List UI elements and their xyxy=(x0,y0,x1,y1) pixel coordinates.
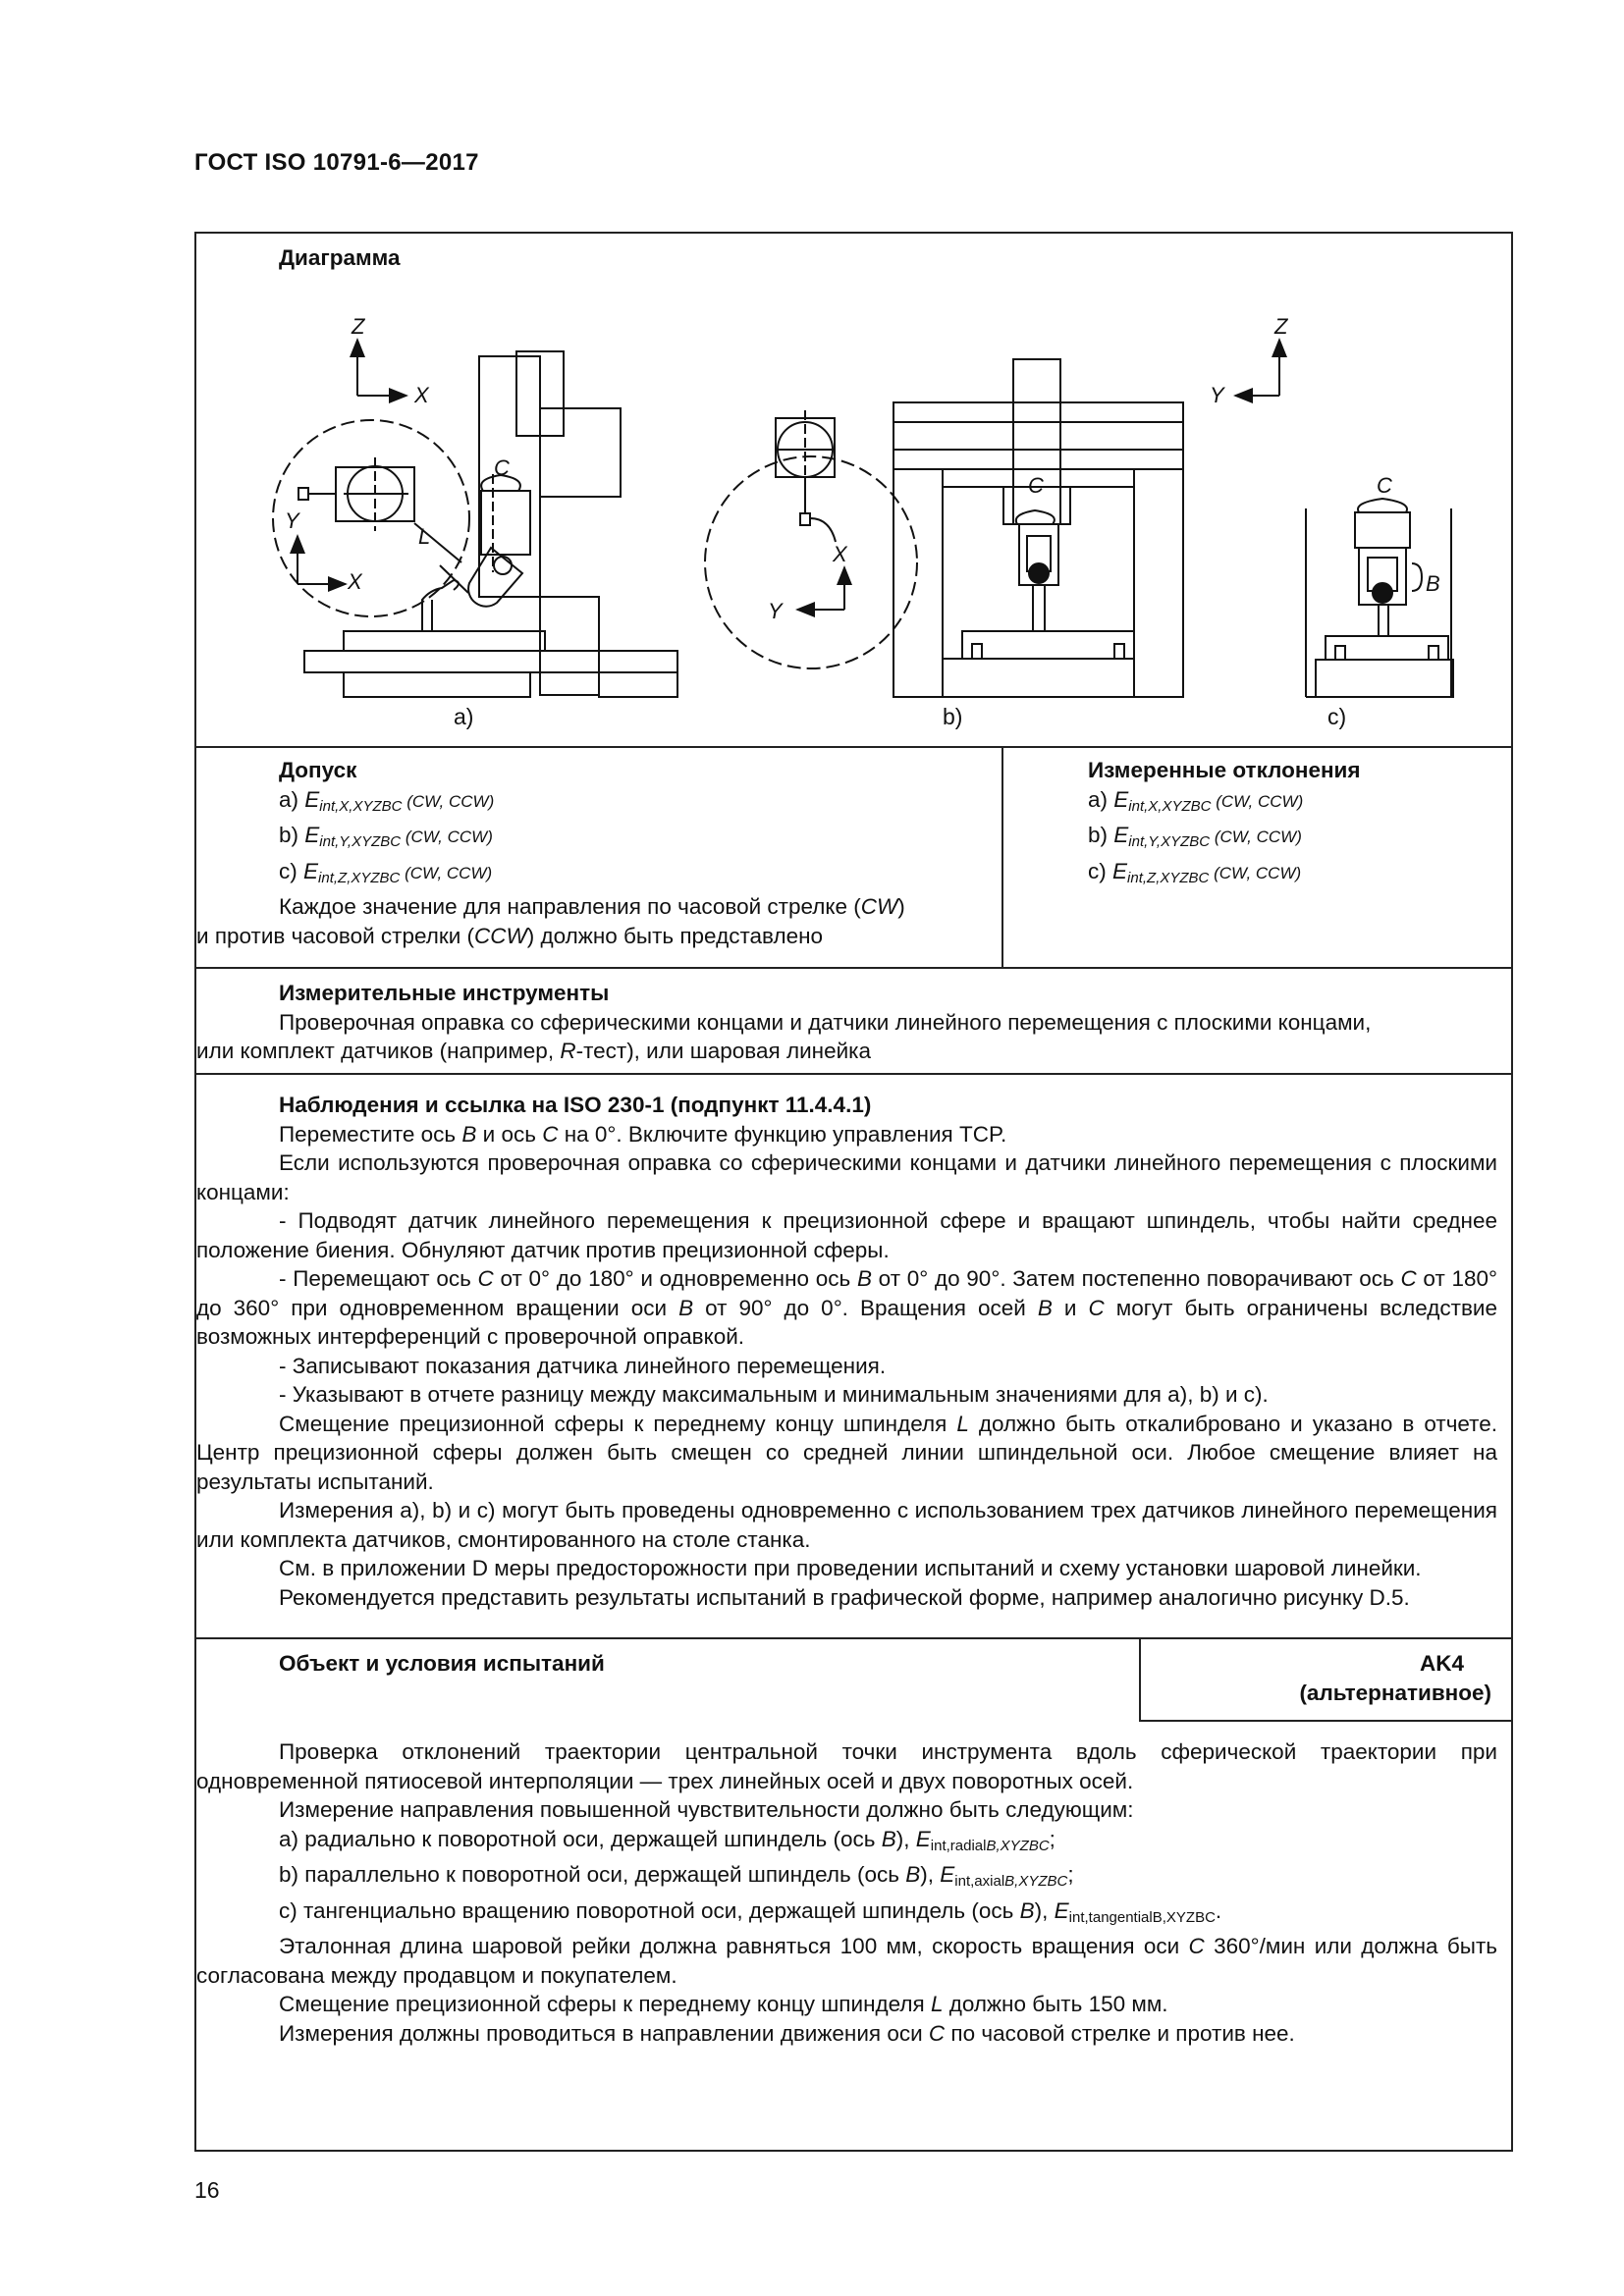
tolerance-note: Каждое значение для направления по часовой стрелке (CW) xyxy=(279,894,905,919)
observation-paragraph: Смещение прецизионной сферы к переднему концу шпинделя L должно быть откалибровано и указано в отчете. Центр прецизионной сферы должен быть смещен со средней линии шпиндельной оси. Любое смещение влияет на результаты испытаний. xyxy=(196,1411,1497,1494)
axis-label: C xyxy=(494,455,510,480)
specification-table xyxy=(194,232,1513,2152)
axis-label: C xyxy=(1028,473,1044,498)
diagram-row xyxy=(196,234,1511,748)
observation-paragraph: - Указывают в отчете разницу между максимальным и минимальным значениями для a), b) и c). xyxy=(279,1382,1269,1407)
observation-paragraph: - Перемещают ось C от 0° до 180° и одновременно ось B от 0° до 90°. Затем постепенно поворачивают ось C от 180° до 360° при одновременном вращении оси B от 90° до 0°. Вращения осей B и C могут быть ограничены вследствие возможных интерференций с проверочной оправкой. xyxy=(196,1266,1498,1349)
tolerance-title: Допуск xyxy=(279,758,357,782)
diagram-caption: a) xyxy=(454,704,474,729)
axis-label: C xyxy=(1377,473,1392,498)
axis-label: Y xyxy=(1210,383,1224,407)
object-item: a) радиально к поворотной оси, держащей шпиндель (ось B), $E_{int,radial}B,XYZBC$; xyxy=(279,1826,1056,1854)
axis-label: Z xyxy=(1274,314,1288,339)
diagram-title: Диаграмма xyxy=(279,245,401,270)
axis-label: X xyxy=(833,542,847,566)
document-header: ГОСТ ISO 10791-6—2017 xyxy=(194,149,479,176)
tolerance-cell xyxy=(196,748,1003,967)
measured-item: b) Eint,Y,XYZBC (CW, CCW) xyxy=(1088,823,1302,850)
observation-paragraph: - Подводят датчик линейного перемещения к прецизионной сфере и вращают шпиндель, чтобы найти среднее положение биения. Обнуляют датчик против прецизионной сферы. xyxy=(196,1208,1497,1262)
figure-c xyxy=(1210,314,1453,729)
object-code-note: (альтернативное) xyxy=(1299,1680,1491,1705)
observation-paragraph: Переместите ось B и ось C на 0°. Включите функцию управления TCP. xyxy=(279,1121,1007,1147)
tolerance-row xyxy=(196,748,1511,969)
object-row xyxy=(196,1639,1511,2150)
instruments-text: или комплект датчиков (например, R-тест), или шаровая линейка xyxy=(196,1039,871,1063)
instruments-row xyxy=(196,969,1511,1075)
object-paragraph: Смещение прецизионной сферы к переднему концу шпинделя L должно быть 150 мм. xyxy=(279,1992,1168,2016)
diagram-caption: c) xyxy=(1327,704,1347,729)
observations-row xyxy=(196,1075,1511,1639)
object-paragraph: Измерения должны проводиться в направлении движения оси C по часовой стрелке и против нее. xyxy=(279,2020,1295,2046)
observation-paragraph: Если используются проверочная оправка со сферическими концами и датчики линейного перемещения с плоскими концами: xyxy=(196,1150,1497,1204)
measured-title: Измеренные отклонения xyxy=(1088,758,1361,782)
observation-paragraph: См. в приложении D меры предосторожности при проведении испытаний и схему установки шаровой линейки. xyxy=(279,1556,1422,1580)
figure-a xyxy=(273,314,677,729)
object-code: AK4 xyxy=(1419,1651,1464,1676)
axis-label: Y xyxy=(768,599,783,623)
measured-cell xyxy=(1003,748,1511,975)
tolerance-note: и против часовой стрелки (CCW) должно быть представлено xyxy=(196,923,824,948)
measured-item: c) Eint,Z,XYZBC (CW, CCW) xyxy=(1088,858,1302,886)
diagram-caption: b) xyxy=(943,704,963,729)
axis-label: B xyxy=(1426,571,1440,596)
page-number: 16 xyxy=(194,2177,220,2203)
tolerance-item: c) Eint,Z,XYZBC (CW, CCW) xyxy=(279,858,493,886)
tolerance-item: b) Eint,Y,XYZBC (CW, CCW) xyxy=(279,823,493,850)
object-paragraph: Эталонная длина шаровой рейки должна равняться 100 мм, скорость вращения оси C 360°/мин или должна быть согласована между продавцом и покупателем. xyxy=(196,1934,1497,1988)
axis-label: X xyxy=(414,383,429,407)
instruments-text: Проверочная оправка со сферическими концами и датчики линейного перемещения с плоскими концами, xyxy=(279,1009,1372,1035)
observation-paragraph: Измерения a), b) и c) могут быть проведены одновременно с использованием трех датчиков линейного перемещения или комплекта датчиков, смонтированного на столе станка. xyxy=(196,1498,1497,1552)
axis-label: Y xyxy=(285,508,299,533)
observation-paragraph: Рекомендуется представить результаты испытаний в графической форме, например аналогично рисунку D.5. xyxy=(279,1584,1410,1610)
axis-label: L xyxy=(418,524,431,549)
observation-paragraph: - Записывают показания датчика линейного перемещения. xyxy=(279,1353,887,1378)
measured-item: a) Eint,X,XYZBC (CW, CCW) xyxy=(1088,786,1304,815)
object-paragraph: Измерение направления повышенной чувствительности должно быть следующим: xyxy=(279,1797,1134,1822)
object-title: Объект и условия испытаний xyxy=(279,1651,605,1676)
axis-label: X xyxy=(348,569,362,594)
tolerance-item: a) Eint,X,XYZBC (CW, CCW) xyxy=(279,786,495,815)
object-paragraph: Проверка отклонений траектории центральной точки инструмента вдоль сферической траектории при одновременной пятиосевой интерполяции — трех линейных осей и двух поворотных осей. xyxy=(196,1739,1497,1793)
observations-title: Наблюдения и ссылка на ISO 230-1 (подпункт 11.4.4.1) xyxy=(279,1093,872,1117)
axis-label: Z xyxy=(352,314,365,339)
object-item: c) тангенциально вращению поворотной оси, держащей шпиндель (ось B), $E_{int,tangentialB,XYZBC}$. xyxy=(279,1897,1222,1926)
object-item: b) параллельно к поворотной оси, держащей шпиндель (ось B), $E_{int,axial}B,XYZBC$; xyxy=(279,1862,1074,1890)
object-header xyxy=(196,1639,1497,1724)
instruments-title: Измерительные инструменты xyxy=(279,981,610,1005)
object-code-cell xyxy=(1139,1639,1511,1722)
diagram-figure xyxy=(196,234,1511,744)
figure-b xyxy=(705,359,1183,729)
